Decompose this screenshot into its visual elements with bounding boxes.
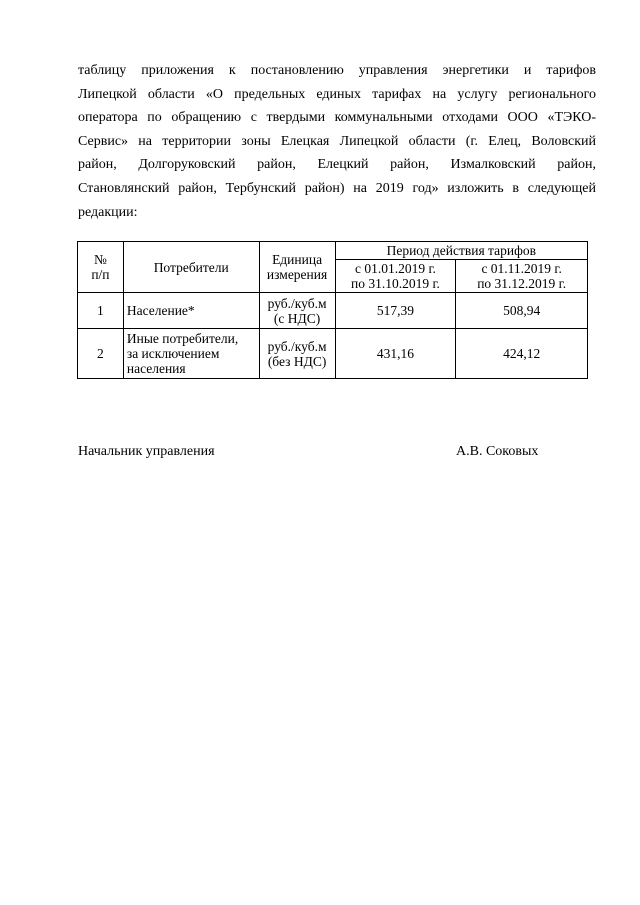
paragraph-line: таблицу приложения к постановлению управления энергетики и тарифов — [78, 63, 596, 78]
signatory-name: А.В. Соковых — [456, 444, 539, 459]
paragraph-line: Липецкой области «О предельных единых тарифах на услугу регионального — [78, 86, 596, 102]
paragraph-line: Сервис» на территории зоны Елецкая Липецкой области (г. Елец, Воловский — [78, 133, 596, 149]
cell-unit: руб./куб.м (без НДС) — [259, 329, 335, 379]
table-header-row — [78, 242, 588, 260]
cell-num: 2 — [78, 329, 124, 379]
cell-num: 1 — [78, 293, 124, 329]
body-paragraph — [78, 59, 596, 224]
header-num: № п/п — [78, 242, 124, 293]
header-period-2: с 01.11.2019 г. по 31.12.2019 г. — [456, 260, 588, 293]
paragraph-line: редакции: — [78, 204, 138, 220]
table-row — [78, 293, 588, 329]
paragraph-line: Становлянский район, Тербунский район) на 2019 год» изложить в следующей — [78, 180, 596, 196]
cell-value-period-2: 424,12 — [456, 329, 588, 379]
paragraph-line: оператора по обращению с твердыми коммунальными отходами ООО «ТЭКО- — [78, 110, 596, 126]
header-period-1: с 01.01.2019 г. по 31.10.2019 г. — [335, 260, 456, 293]
signatory-position: Начальник управления — [78, 444, 215, 459]
cell-value-period-1: 431,16 — [335, 329, 456, 379]
cell-consumer: Иные потребители, за исключением населения — [123, 329, 259, 379]
paragraph-line: район, Долгоруковский район, Елецкий район, Измалковский район, — [78, 157, 596, 173]
cell-consumer: Население* — [123, 293, 259, 329]
cell-value-period-2: 508,94 — [456, 293, 588, 329]
table-row — [78, 329, 588, 379]
cell-unit: руб./куб.м (с НДС) — [259, 293, 335, 329]
tariff-table — [77, 241, 588, 379]
header-consumers: Потребители — [123, 242, 259, 293]
header-period: Период действия тарифов — [335, 242, 587, 260]
header-unit: Единица измерения — [259, 242, 335, 293]
cell-value-period-1: 517,39 — [335, 293, 456, 329]
